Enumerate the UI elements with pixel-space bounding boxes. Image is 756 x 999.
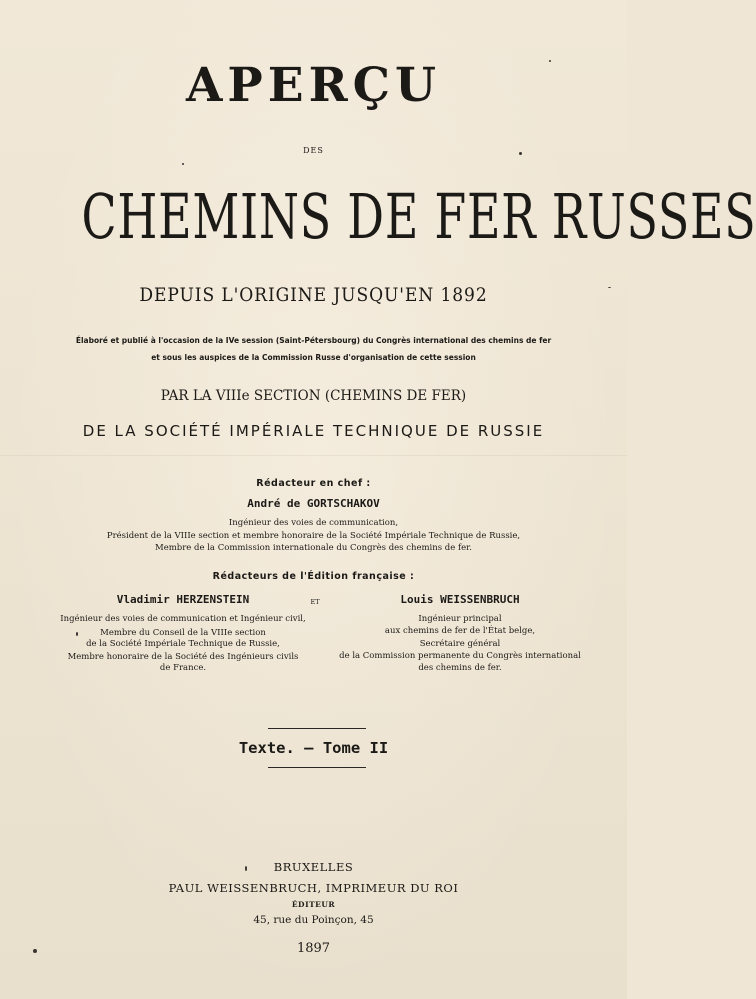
chief-editor-title-3: Membre de la Commission internationale du Congrès des chemins de fer.: [155, 543, 472, 553]
ink-speck: [519, 152, 522, 155]
editor-right-name: Louis WEISSENBRUCH: [400, 593, 520, 606]
editor-right-line-5: des chemins de fer.: [418, 663, 502, 673]
editor-right-line-4: de la Commission permanente du Congrès international: [339, 651, 581, 661]
period-line: DEPUIS L'ORIGINE JUSQU'EN 1892: [139, 284, 488, 306]
main-title: APERÇU: [185, 58, 442, 113]
editor-left-line-1: Ingénieur des voies de communication et Ingénieur civil,: [60, 614, 306, 624]
editor-right-line-2: aux chemins de fer de l'État belge,: [384, 626, 536, 636]
imprint-year: 1897: [296, 941, 331, 956]
ink-speck: [182, 163, 184, 165]
paper-fold-shadow: [0, 455, 627, 456]
elabore-line-2: et sous les auspices de la Commission Russe d'organisation de cette session: [151, 353, 476, 362]
ink-speck: [608, 287, 611, 288]
lower-rule: [268, 767, 366, 768]
french-edition-label: Rédacteurs de l'Édition française :: [212, 571, 415, 582]
chief-editor-title-2: Président de la VIIIe section et membre honoraire de la Société Impériale Technique de Russie,: [106, 531, 521, 541]
editor-left-line-2: Membre du Conseil de la VIIIe section: [100, 628, 266, 638]
editor-left-line-3: de la Société Impériale Technique de Russie,: [86, 639, 280, 649]
editor-left-line-5: de France.: [159, 663, 207, 673]
et-connector: ET: [310, 598, 320, 606]
imprint-address: 45, rue du Poinçon, 45: [253, 914, 374, 926]
subtitle: CHEMINS DE FER RUSSES: [81, 180, 756, 253]
editor-right-line-1: Ingénieur principal: [418, 614, 502, 624]
section-line: PAR LA VIIIe SECTION (CHEMINS DE FER): [160, 388, 467, 404]
chief-editor-label: Rédacteur en chef :: [256, 478, 371, 489]
imprint-city: BRUXELLES: [273, 860, 354, 874]
upper-rule: [268, 728, 366, 729]
society-line: DE LA SOCIÉTÉ IMPÉRIALE TECHNIQUE DE RUSSIE: [82, 422, 545, 440]
ink-speck: [33, 949, 37, 953]
ink-speck: [245, 866, 247, 871]
editor-left-name: Vladimir HERZENSTEIN: [116, 593, 250, 606]
title-connector: DES: [303, 146, 324, 155]
chief-editor-title-1: Ingénieur des voies de communication,: [228, 518, 399, 528]
elabore-line-1: Élaboré et publié à l'occasion de la IVe session (Saint-Pétersbourg) du Congrès international des chemins de fer: [75, 336, 552, 345]
ink-speck: [76, 632, 78, 636]
imprint-printer: PAUL WEISSENBRUCH, IMPRIMEUR DU ROI: [168, 881, 459, 895]
editor-left-line-4: Membre honoraire de la Société des Ingénieurs civils: [67, 652, 299, 662]
imprint-editeur: ÉDITEUR: [291, 900, 336, 909]
ink-speck: [549, 60, 551, 62]
volume-label: Texte. — Tome II: [238, 739, 389, 757]
editor-right-line-3: Secrétaire général: [419, 639, 501, 649]
chief-editor-name: André de GORTSCHAKOV: [247, 497, 380, 510]
